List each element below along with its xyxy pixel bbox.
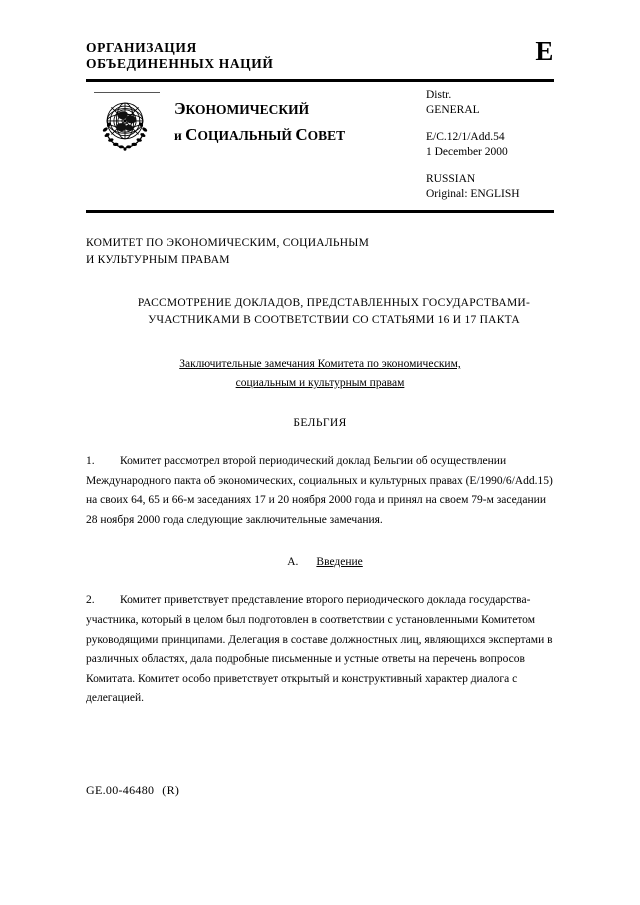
symbol-group (426, 130, 616, 159)
country-heading: БЕЛЬГИЯ (293, 417, 347, 429)
footer-job-number: GE.00-46480 (86, 783, 155, 797)
document-symbol: E (535, 36, 554, 66)
document-language: RUSSIAN (426, 173, 476, 185)
council-title (174, 96, 424, 148)
concluding-observations-heading (86, 355, 554, 393)
committee-name (86, 235, 554, 269)
paragraph-1-number: 1. (86, 455, 95, 467)
subject-line-2: УЧАСТНИКАМИ В СООТВЕТСТВИИ СО СТАТЬЯМИ 16 И 17 ПАКТА (148, 314, 520, 326)
organization-line-2: ОБЪЕДИНЕННЫХ НАЦИЙ (86, 56, 274, 71)
section-a-name: Введение (316, 556, 363, 569)
paragraph-2 (86, 591, 554, 709)
paragraph-2-number: 2. (86, 594, 95, 607)
distribution-group (426, 88, 616, 117)
organization-line-1: ОРГАНИЗАЦИЯ (86, 40, 197, 55)
distribution-block (426, 88, 616, 201)
emblem-container (94, 92, 160, 157)
concluding-line-2: социальным и культурным правам (235, 377, 405, 389)
paragraph-1-text: Комитет рассмотрел второй периодический доклад Бельгии об осуществлении Международного пакта об экономических, социальных и культурных правах (E/1990/6/Add.15) на своих 64, 65 и 66-м заседаниях 17 и 20 ноября 2000 года и принял на своем 79-м заседании 28 ноября 2000 года следующие заключительные замечания. (86, 455, 553, 526)
section-a-heading (86, 556, 554, 568)
masthead (86, 0, 554, 72)
subject-heading (86, 295, 554, 329)
un-emblem-icon (94, 95, 156, 153)
footer-language-code: (R) (162, 783, 180, 797)
page-content (86, 0, 554, 709)
section-a-letter: A. (287, 556, 299, 569)
committee-line-2: И КУЛЬТУРНЫМ ПРАВАМ (86, 254, 230, 266)
original-language: Original: ENGLISH (426, 187, 520, 200)
subject-line-1: РАССМОТРЕНИЕ ДОКЛАДОВ, ПРЕДСТАВЛЕННЫХ ГОСУДАРСТВАМИ- (137, 297, 531, 309)
council-header (86, 82, 554, 210)
council-title-line-1: ЭКОНОМИЧЕСКИЙ (174, 99, 310, 118)
footer (86, 783, 179, 798)
distr-value: GENERAL (426, 103, 480, 116)
document-reference: E/C.12/1/Add.54 (426, 131, 505, 143)
language-group (426, 172, 616, 201)
council-title-line-2: и СОЦИАЛЬНЫЙ СОВЕТ (174, 125, 346, 144)
distr-label: Distr. (426, 89, 452, 101)
masthead-rule-bottom (86, 210, 554, 213)
paragraph-2-text: Комитет приветствует представление второго периодического доклада государства-участника, который в целом был подготовлен в соответствии с установленными Комитетом руководящими принципами. Делегация в составе должностных лиц, являющихся экспертами в различных областях, дала подробные письменные и устные ответы на перечень вопросов Комитата. Комитет особо приветствует открытый и конструктивный характер диалога с делегацией. (86, 594, 553, 705)
paragraph-1 (86, 452, 554, 530)
document-date: 1 December 2000 (426, 145, 508, 158)
concluding-line-1: Заключительные замечания Комитета по экономическим, (179, 358, 461, 370)
committee-line-1: КОМИТЕТ ПО ЭКОНОМИЧЕСКИМ, СОЦИАЛЬНЫМ (86, 237, 370, 249)
